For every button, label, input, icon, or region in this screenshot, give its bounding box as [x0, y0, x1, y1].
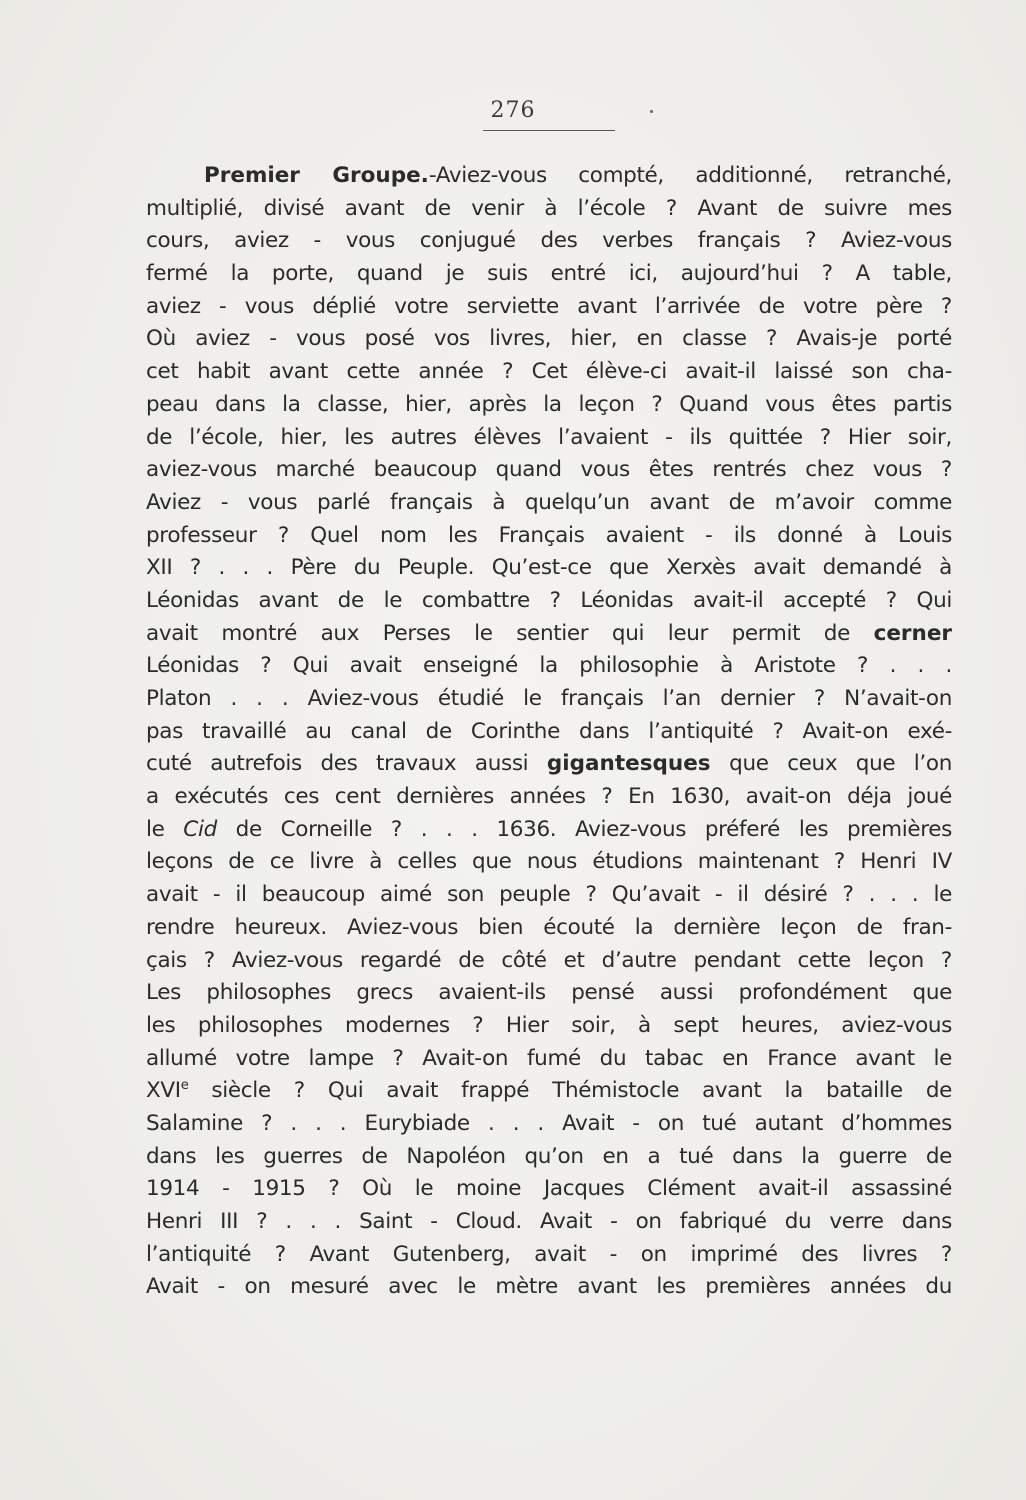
text-line: professeur ? Quel nom les Français avaient - ils donné à Louis — [146, 522, 952, 548]
text-line: cet habit avant cette année ? Cet élève-ci avait-il laissé son cha- — [146, 359, 952, 385]
text-line: dans les guerres de Napoléon qu’on en a tué dans la guerre de — [146, 1143, 952, 1169]
text-line: l’antiquité ? Avant Gutenberg, avait - on imprimé des livres ? — [146, 1241, 952, 1267]
section-heading: Premier Groupe. — [204, 163, 429, 188]
text-line: pas travaillé au canal de Corinthe dans l’antiquité ? Avait-on exé- — [146, 718, 952, 744]
text-line: Les philosophes grecs avaient-ils pensé aussi profondément que — [146, 980, 952, 1006]
text-line: leçons de ce livre à celles que nous étudions maintenant ? Henri IV — [146, 849, 952, 875]
text-line: cours, aviez - vous conjugué des verbes français ? Aviez-vous — [146, 228, 952, 254]
text-line: Premier Groupe.-Aviez-vous compté, additionné, retranché, — [204, 163, 952, 188]
text-line: Léonidas ? Qui avait enseigné la philosophie à Aristote ? . . . — [146, 653, 952, 679]
text-line: multiplié, divisé avant de venir à l’école ? Avant de suivre mes — [146, 195, 952, 221]
text-line: Henri III ? . . . Saint - Cloud. Avait - on fabriqué du verre dans — [146, 1209, 952, 1234]
text-line: le Cid de Corneille ? . . . 1636. Aviez-vous préferé les premières — [146, 816, 952, 842]
text-line: Où aviez - vous posé vos livres, hier, en classe ? Avais-je porté — [146, 326, 952, 352]
text-line: Platon . . . Aviez-vous étudié le français l’an dernier ? N’avait-on — [146, 686, 952, 711]
italic-title: Cid — [183, 816, 217, 842]
body-paragraph — [146, 160, 952, 1304]
text-line: de l’école, hier, les autres élèves l’avaient - ils quittée ? Hier soir, — [146, 424, 952, 450]
page-number: 276 — [490, 98, 536, 123]
text-line: les philosophes modernes ? Hier soir, à sept heures, aviez-vous — [146, 1012, 952, 1038]
text-line: avait montré aux Perses le sentier qui leur permit de cerner — [146, 620, 952, 646]
text-line: avait - il beaucoup aimé son peuple ? Qu’avait - il désiré ? . . . le — [146, 882, 952, 908]
text-line: aviez - vous déplié votre serviette avant l’arrivée de votre père ? — [146, 293, 952, 319]
text-line: Avait - on mesuré avec le mètre avant les premières années du — [146, 1274, 952, 1300]
text-line: aviez-vous marché beaucoup quand vous êtes rentrés chez vous ? — [146, 457, 952, 483]
text-line: XVIe siècle ? Qui avait frappé Thémistocle avant la bataille de — [146, 1078, 952, 1104]
emphasis-word: gigantesques — [546, 751, 711, 777]
emphasis-word: cerner — [873, 620, 952, 646]
print-mark — [650, 110, 653, 113]
text-line: fermé la porte, quand je suis entré ici, aujourd’hui ? A table, — [146, 261, 952, 287]
text-line: 1914 - 1915 ? Où le moine Jacques Clément avait-il assassiné — [146, 1176, 952, 1202]
text-line: Salamine ? . . . Eurybiade . . . Avait - on tué autant d’hommes — [146, 1110, 952, 1136]
text-line: rendre heureux. Aviez-vous bien écouté la dernière leçon de fran- — [146, 914, 952, 940]
text-line: çais ? Aviez-vous regardé de côté et d’autre pendant cette leçon ? — [146, 947, 952, 973]
superscript: e — [180, 1078, 189, 1094]
text-line: XII ? . . . Père du Peuple. Qu’est-ce que Xerxès avait demandé à — [146, 555, 952, 581]
text-line: cuté autrefois des travaux aussi gigantesques que ceux que l’on — [146, 751, 952, 777]
text-line: Aviez - vous parlé français à quelqu’un avant de m’avoir comme — [146, 489, 952, 515]
text-line: Léonidas avant de le combattre ? Léonidas avait-il accepté ? Qui — [146, 587, 952, 613]
page-number-rule — [483, 130, 615, 131]
text-line: allumé votre lampe ? Avait-on fumé du tabac en France avant le — [146, 1045, 952, 1071]
text-line: peau dans la classe, hier, après la leçon ? Quand vous êtes partis — [146, 391, 952, 417]
text-line: a exécutés ces cent dernières années ? En 1630, avait-on déja joué — [146, 784, 952, 810]
